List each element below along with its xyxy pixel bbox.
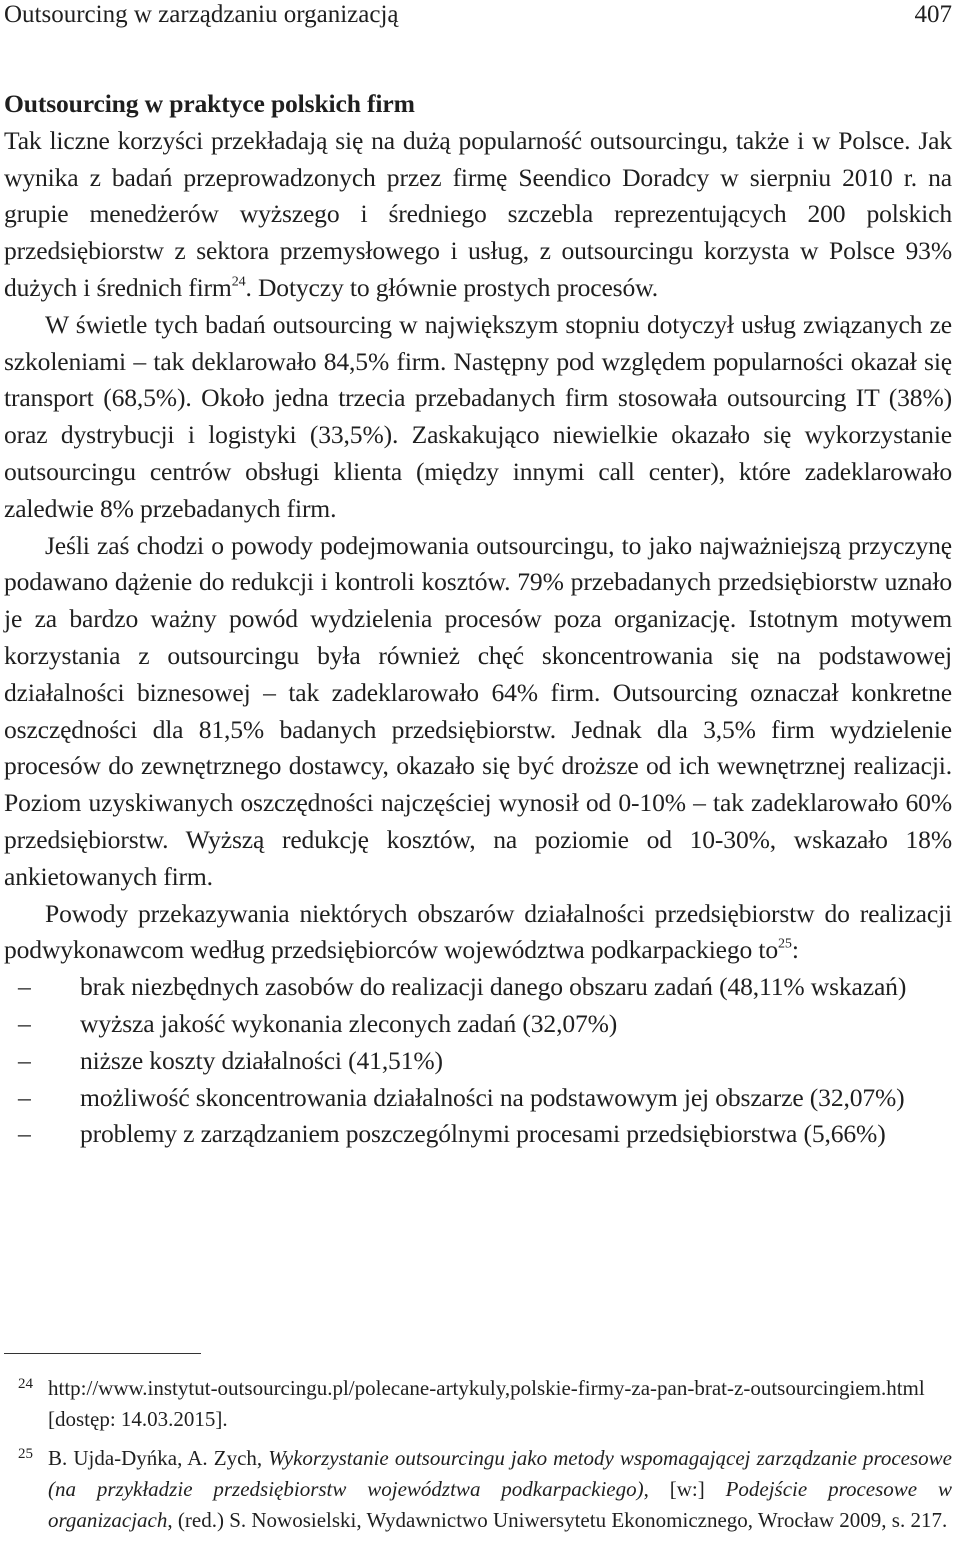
dash-bullet: – <box>18 1119 31 1149</box>
list-item-text: wyższa jakość wykonania zleconych zadań (32,07%) <box>80 1008 618 1038</box>
footnote-number: 24 <box>18 1376 33 1392</box>
paragraph-4-text-b: : <box>791 935 799 965</box>
paragraph-3: Jeśli zaś chodzi o powody podejmowania outsourcingu, to jako najważniejszą przyczynę podawano dążenie do redukcji i kontroli kosztów. 79% przebadanych przedsiębiorstw uznało je za bardzo ważny powód wydzielenia procesów poza organizację. Istotnym motywem korzystania z outsourcingu była również chęć skoncentrowania się na podstawowej działalności biznesowej – tak zadeklarowało 64% firm. Outsourcing oznaczał konkretne oszczędności dla 81,5% badanych przedsiębiorstw. Jednak dla 3,5% firm wydzielenie procesów do zewnętrznego dostawcy, okazało się być droższe od ich wewnętrznej realizacji. Poziom uzyskiwanych oszczędności najczęściej wynosił od 0-10% – tak zadeklarowało 60% przedsiębiorstw. Wyższą redukcję kosztów, na poziomie od 10-30%, wskazało 18% ankietowanych firm. <box>4 530 952 891</box>
list-item-text: brak niezbędnych zasobów do realizacji danego obszaru zadań (48,11% wskazań) <box>80 972 907 1002</box>
reasons-list <box>4 969 952 1153</box>
list-item <box>4 1080 952 1117</box>
list-item-text: problemy z zarządzaniem poszczególnymi procesami przedsiębiorstwa (5,66%) <box>80 1119 886 1149</box>
list-item-text: niższe koszty działalności (41,51%) <box>80 1045 443 1075</box>
list-item <box>4 1116 952 1153</box>
footnote-25 <box>4 1443 952 1536</box>
section-title: Outsourcing w praktyce polskich firm <box>4 89 415 118</box>
footnote-in: , [w:] <box>643 1477 726 1501</box>
running-head <box>4 0 952 32</box>
footnote-divider <box>4 1353 201 1354</box>
paragraph-1 <box>4 123 952 307</box>
footnote-book-title: Podejście procesowe w organizacjach <box>48 1477 952 1532</box>
running-title: Outsourcing w zarządzaniu organizacją <box>4 1 399 28</box>
paragraph-4-text-a: Powody przekazywania niektórych obszarów działalności przedsiębiorstw do realizacji podwykonawcom według przedsiębiorców województwa podkarpackiego to <box>4 898 952 965</box>
footnotes <box>4 1373 952 1544</box>
footnote-ref-25[interactable]: 25 <box>778 935 792 952</box>
dash-bullet: – <box>18 972 31 1002</box>
dash-bullet: – <box>18 1008 31 1038</box>
paragraph-4 <box>4 896 952 970</box>
footnote-ref-24[interactable]: 24 <box>231 273 246 290</box>
dash-bullet: – <box>18 1045 31 1075</box>
paragraph-2: W świetle tych badań outsourcing w największym stopniu dotyczył usług związanych ze szkoleniami – tak deklarowało 84,5% firm. Następny pod względem popularności okazał się transport (68,5%). Około jedna trzecia przebadanych firm stosowała outsourcing IT (38%) oraz dystrybucji i logistyki (33,5%). Zaskakująco niewielkie okazało się wykorzystanie outsourcingu centrów obsługi klienta (między innymi call center), które zadeklarowało zaledwie 8% przebadanych firm. <box>4 309 952 523</box>
footnote-author: B. Ujda-Dyńka, A. Zych, <box>48 1446 269 1470</box>
paragraph-1-text-b: . Dotyczy to głównie prostych procesów. <box>245 272 659 302</box>
main-content <box>4 86 952 1153</box>
paragraph-1-text-a: Tak liczne korzyści przekładają się na dużą popularność outsourcingu, także i w Polsce. Jak wynika z badań przeprowadzonych przez firmę Seendico Doradcy w sierpniu 2010 r. na grupie menedżerów wyższego i średniego szczebla reprezentujących 200 polskich przedsiębiorstw z sektora przemysłowego i usług, z outsourcingu korzysta w Polsce 93% dużych i średnich firm <box>4 125 952 302</box>
list-item <box>4 1006 952 1043</box>
footnote-publication: , (red.) S. Nowosielski, Wydawnictwo Uniwersytetu Ekonomicznego, Wrocław 2009, s. 217. <box>167 1508 948 1532</box>
list-item <box>4 969 952 1006</box>
dash-bullet: – <box>18 1082 31 1112</box>
list-item <box>4 1043 952 1080</box>
list-item-text: możliwość skoncentrowania działalności na podstawowym jej obszarze (32,07%) <box>80 1082 905 1112</box>
footnote-link[interactable]: http://www.instytut-outsourcingu.pl/polecane-artykuly,polskie-firmy-za-pan-brat-z-outsourcingiem.html [dostęp: 14.03.2015]. <box>48 1376 925 1431</box>
footnote-title: Wykorzystanie outsourcingu jako metody wspomagającej zarządzanie procesowe (na przykładzie przedsiębiorstw województwa podkarpackiego) <box>48 1446 953 1501</box>
footnote-number: 25 <box>18 1446 33 1462</box>
page-number: 407 <box>914 1 952 28</box>
footnote-24 <box>4 1373 952 1435</box>
